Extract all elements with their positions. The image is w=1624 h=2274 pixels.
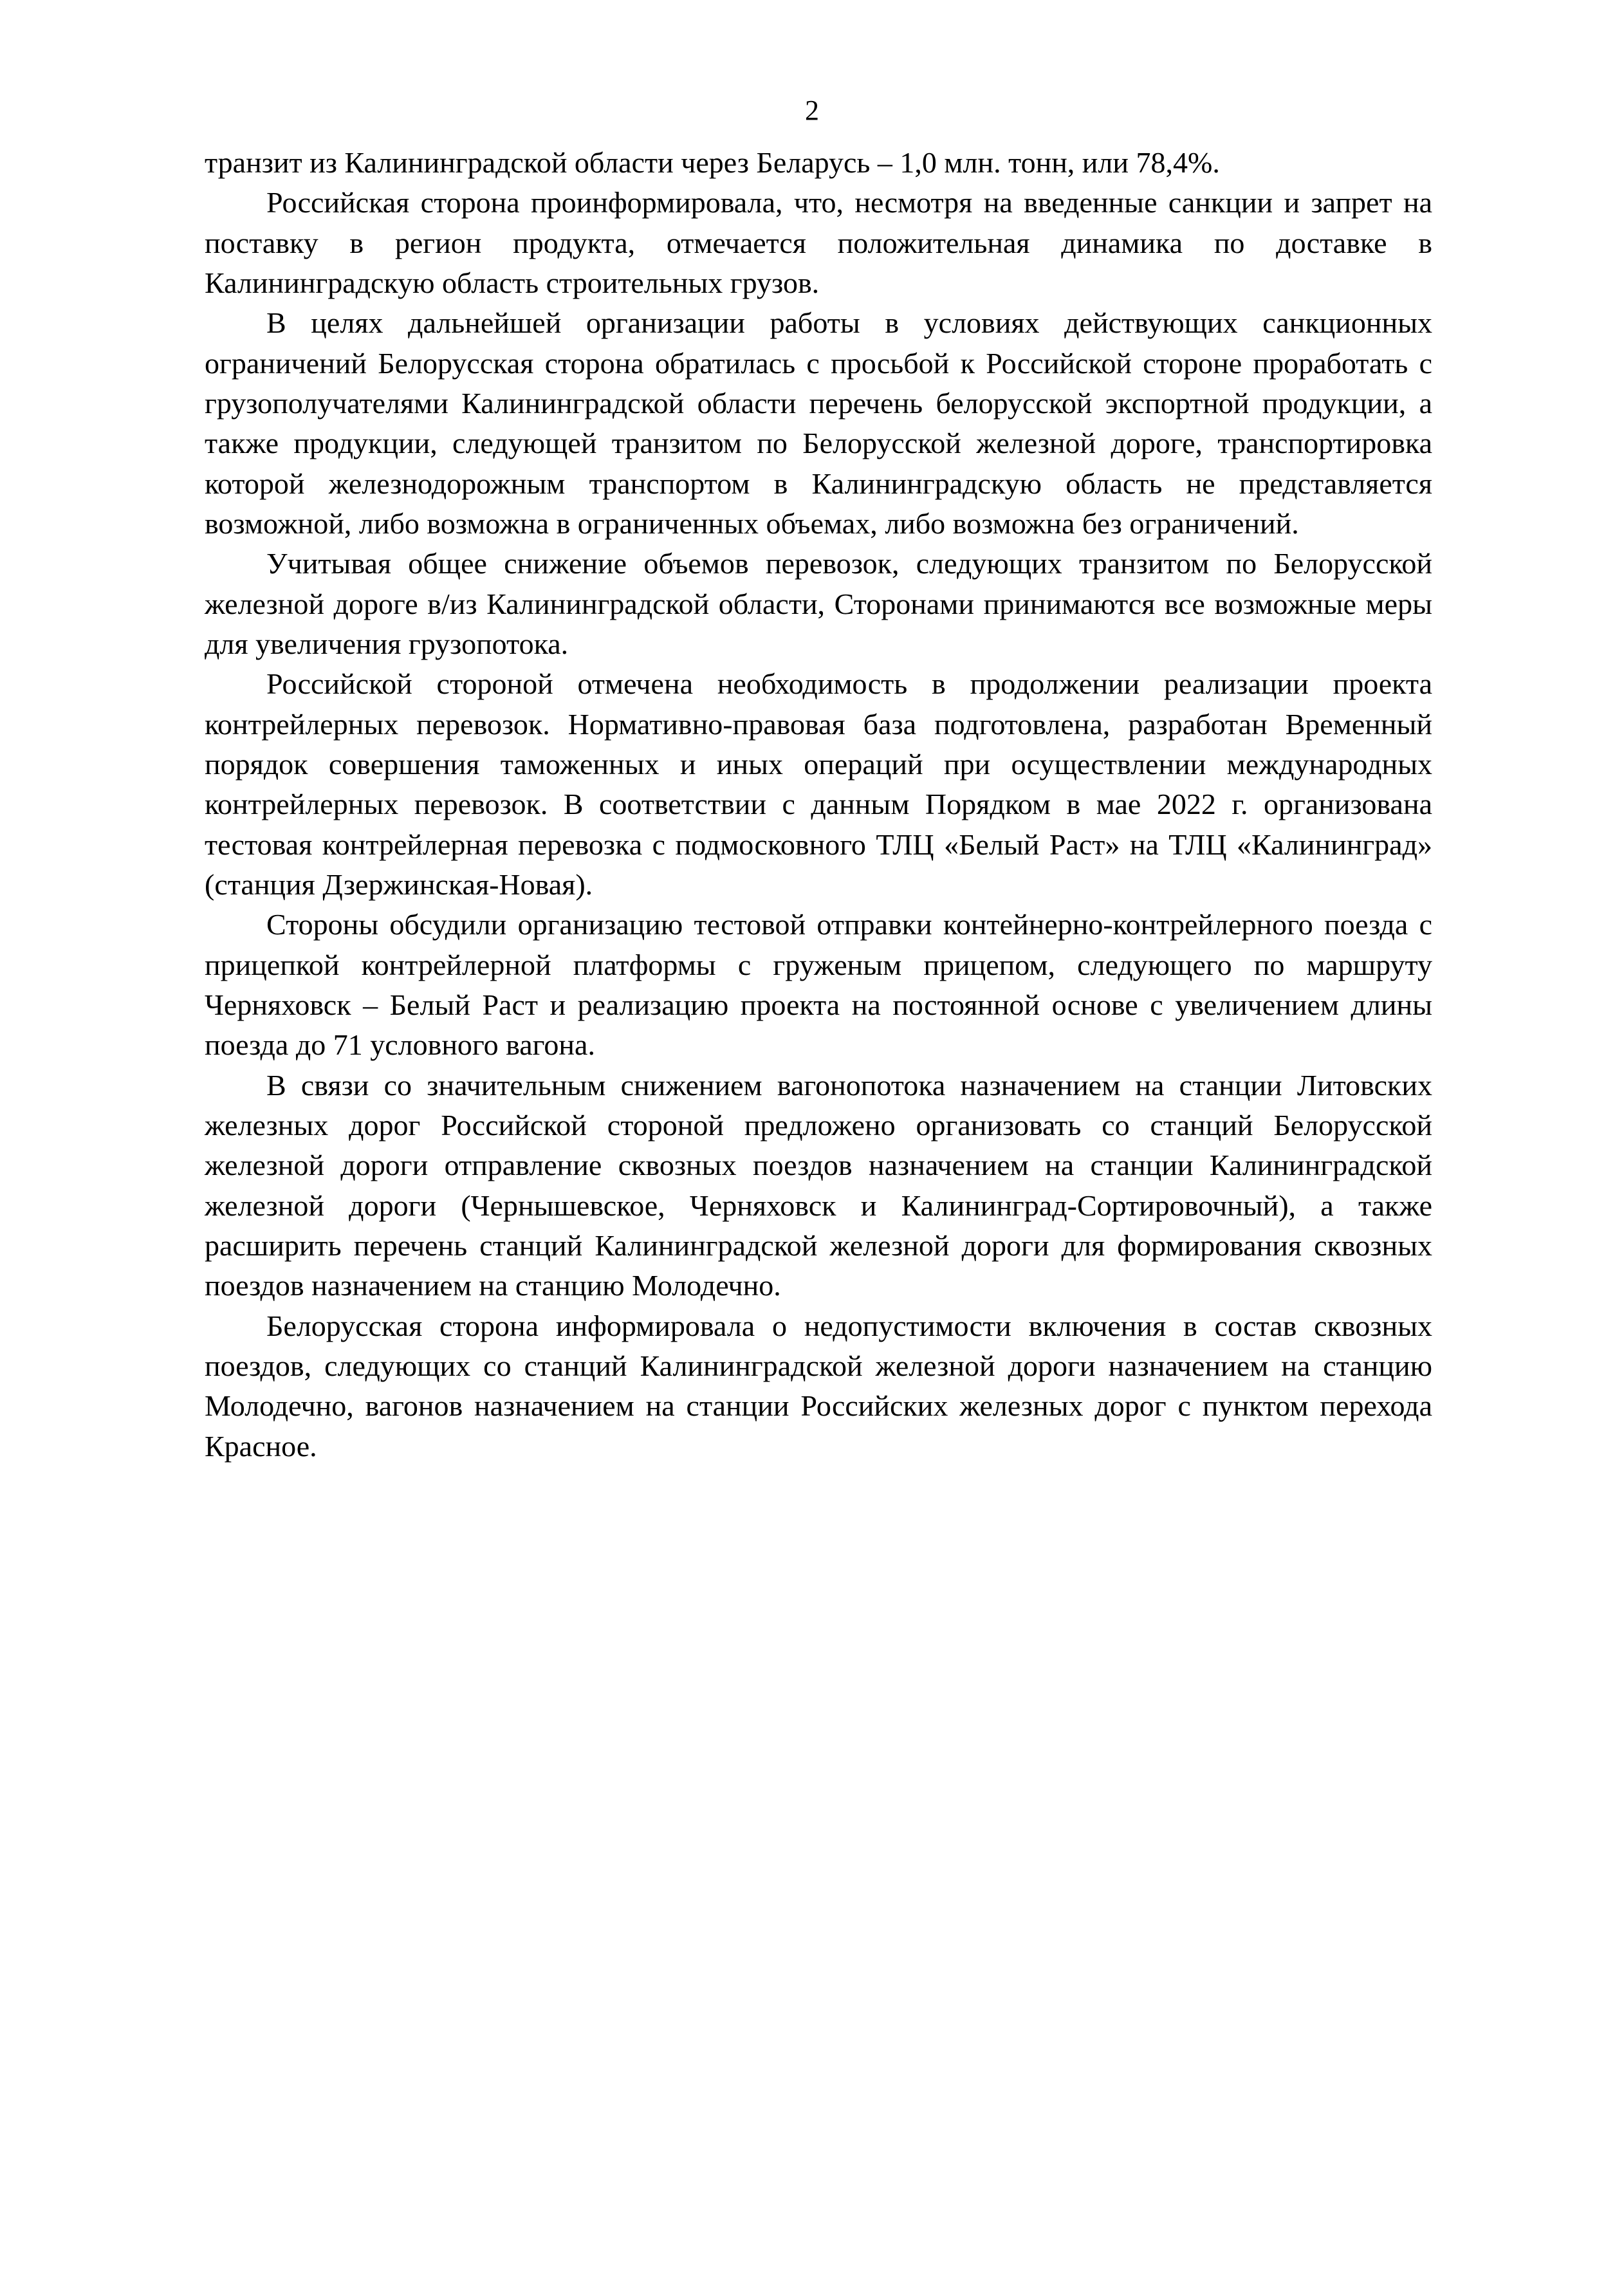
page-number: 2	[805, 95, 819, 126]
paragraph: Белорусская сторона информировала о недопустимости включения в состав сквозных поездов, следующих со станций Калининградской железной дороги назначением на станцию Молодечно, вагонов назначением на станции Российских железных дорог с пунктом перехода Красное.	[205, 1309, 1432, 1463]
paragraph: Учитывая общее снижение объемов перевозок, следующих транзитом по Белорусской железной дороге в/из Калининградской области, Сторонами принимаются все возможные меры для увеличения грузопотока.	[205, 547, 1432, 660]
document-body	[205, 143, 1432, 1466]
paragraph: Российской стороной отмечена необходимость в продолжении реализации проекта контрейлерных перевозок. Нормативно-правовая база подготовлена, разработан Временный порядок совершения таможенных и иных операций при осуществлении международных контрейлерных перевозок. В соответствии с данным Порядком в мае 2022 г. организована тестовая контрейлерная перевозка с подмосковного ТЛЦ «Белый Раст» на ТЛЦ «Калининград» (станция Дзержинская-Новая).	[205, 667, 1432, 901]
paragraph: В целях дальнейшей организации работы в условиях действующих санкционных ограничений Белорусская сторона обратилась с просьбой к Российской стороне проработать с грузополучателями Калининградской области перечень белорусской экспортной продукции, а также продукции, следующей транзитом по Белорусской железной дороге, транспортировка которой железнодорожным транспортом в Калининградскую область не представляется возможной, либо возможна в ограниченных объемах, либо возможна без ограничений.	[205, 306, 1432, 540]
paragraph: Российская сторона проинформировала, что, несмотря на введенные санкции и запрет на поставку в регион продукта, отмечается положительная динамика по доставке в Калининградскую область строительных грузов.	[205, 186, 1432, 299]
paragraph: Стороны обсудили организацию тестовой отправки контейнерно-контрейлерного поезда с прицепкой контрейлерной платформы с груженым прицепом, следующего по маршруту Черняховск – Белый Раст и реализацию проекта на постоянной основе с увеличением длины поезда до 71 условного вагона.	[205, 908, 1432, 1062]
paragraph-continuation: транзит из Калининградской области через Беларусь – 1,0 млн. тонн, или 78,4%.	[205, 146, 1220, 179]
paragraph: В связи со значительным снижением вагонопотока назначением на станции Литовских железных дорог Российской стороной предложено организовать со станций Белорусской железной дороги отправление сквозных поездов назначением на станции Калининградской железной дороги (Чернышевское, Черняховск и Калининград-Сортировочный), а также расширить перечень станций Калининградской железной дороги для формирования сквозных поездов назначением на станцию Молодечно.	[205, 1068, 1432, 1302]
